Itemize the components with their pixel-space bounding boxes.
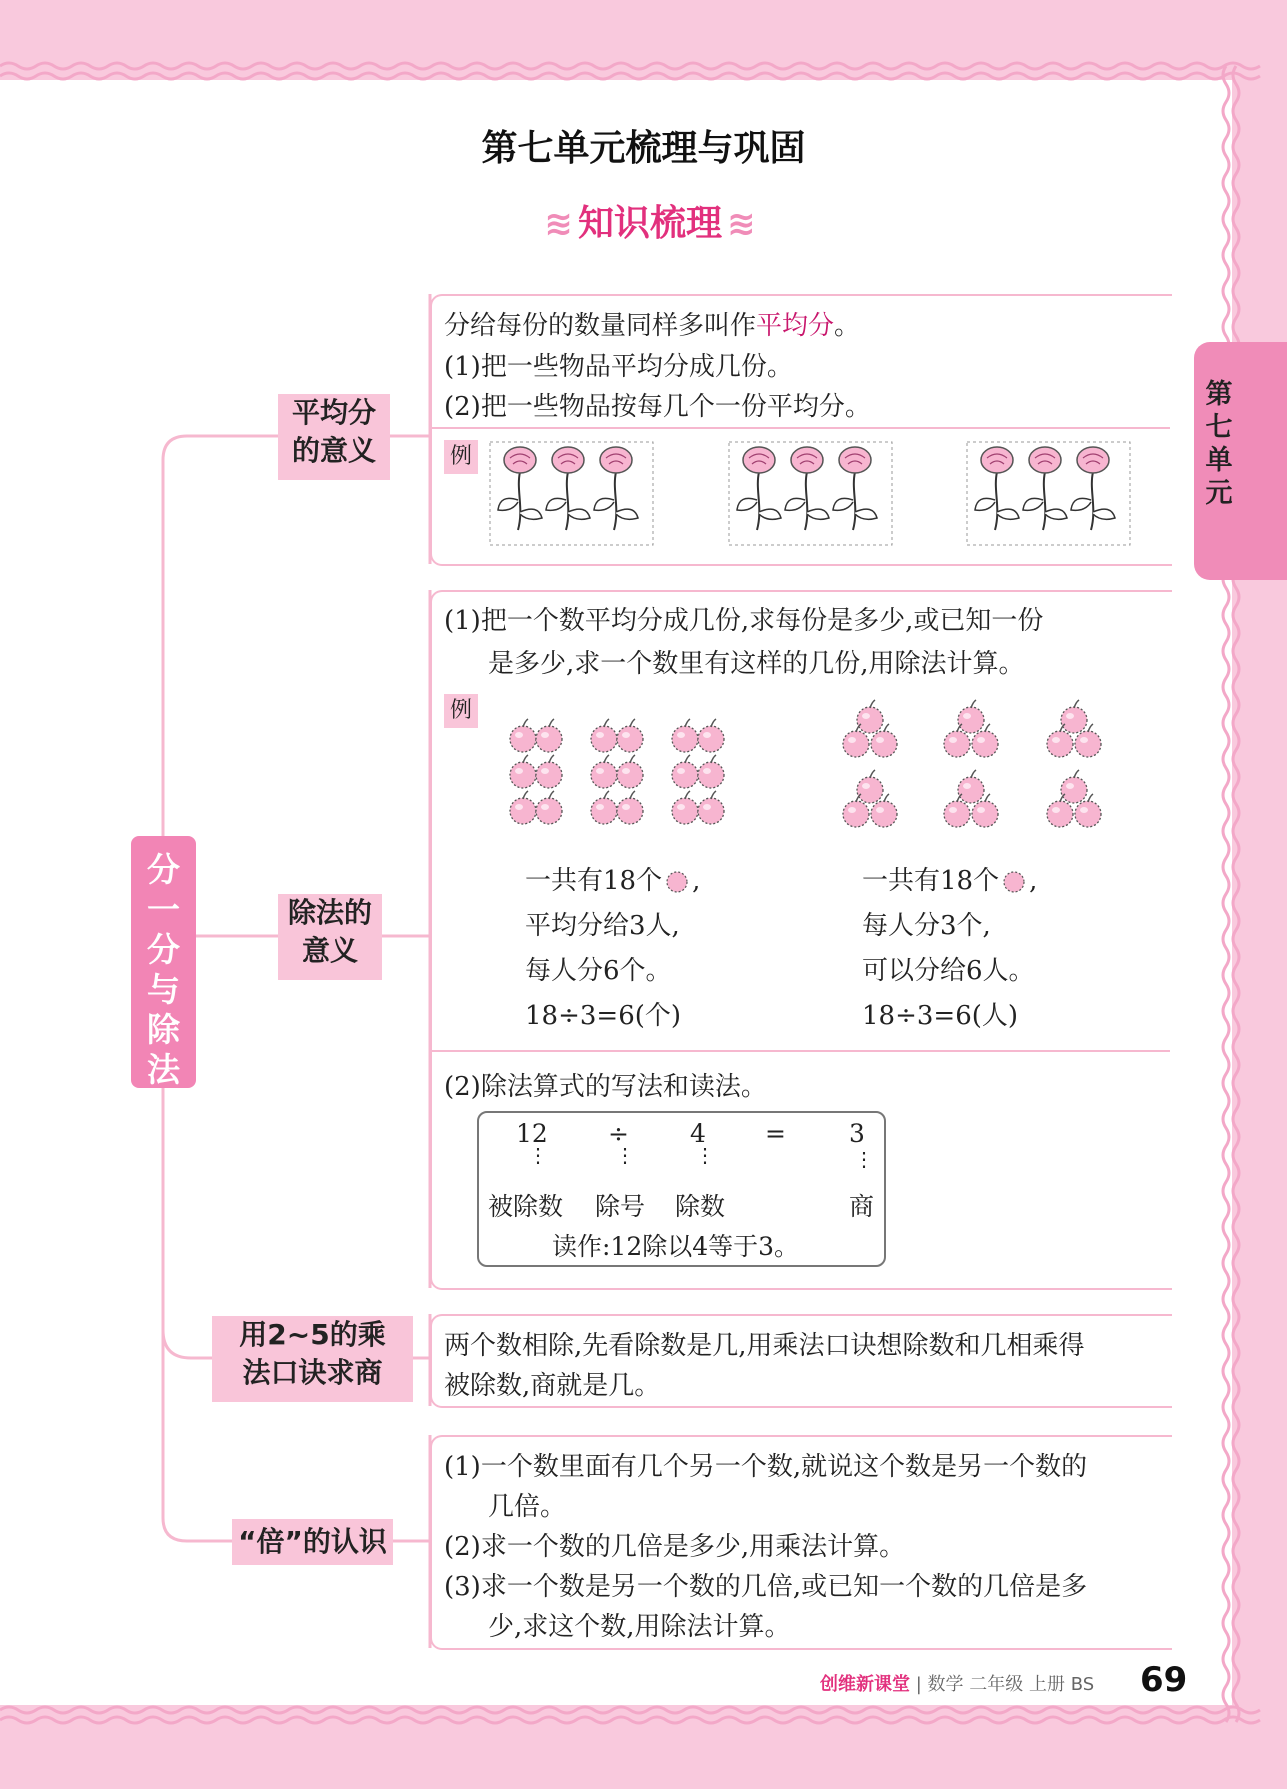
formula-equals: = [765, 1119, 786, 1148]
formula-division-sign: ÷ [608, 1119, 629, 1148]
card3-line2: 被除数,商就是几。 [444, 1371, 661, 1401]
apple-icon [672, 719, 698, 752]
apple-icon [536, 719, 562, 752]
apple-icon [662, 869, 692, 893]
card2-line1: (1)把一个数平均分成几份,求每份是多少,或已知一份 [444, 606, 1044, 636]
card1-line3: (2)把一些物品按每几个一份平均分。 [444, 392, 871, 422]
formula-dividend: 12 [516, 1119, 548, 1148]
card4-line5: 少,求这个数,用除法计算。 [488, 1612, 791, 1642]
division-formula-box [477, 1111, 886, 1267]
example-badge: 例 [444, 440, 478, 474]
left-example-line2: 平均分给3人, [525, 911, 680, 941]
apple-icon [698, 755, 724, 788]
left-example-equation: 18÷3=6(个) [525, 1001, 682, 1031]
branch-label: 除法的 意义 [287, 896, 372, 967]
apple-icon [698, 791, 724, 824]
page-number: 69 [1140, 1660, 1188, 1700]
footer-brand: 创维新课堂 [820, 1674, 910, 1695]
apple-icon [510, 755, 536, 788]
apple-triangle-groups [843, 700, 1101, 827]
card4-line2: 几倍。 [488, 1492, 567, 1522]
apple-icon [672, 755, 698, 788]
footer-volume: 上册 [1029, 1674, 1066, 1695]
formula-quotient-name: 商 [849, 1192, 875, 1221]
footer-info [820, 1670, 1094, 1696]
formula-division-sign-name: 除号 [595, 1192, 646, 1221]
footer-divider: | [915, 1674, 922, 1695]
apple-icon [958, 770, 984, 803]
section-title: 知识梳理 [577, 203, 722, 244]
footer-edition: BS [1070, 1674, 1095, 1695]
dotted-leader: ⋮ [528, 1143, 548, 1167]
apple-icon [617, 791, 643, 824]
dotted-leader: ⋮ [854, 1147, 874, 1171]
apple-icon [591, 791, 617, 824]
formula-divisor-name: 除数 [675, 1192, 726, 1221]
wave-decoration-icon: ≋ [727, 204, 756, 244]
branch-label: “倍”的认识 [238, 1525, 387, 1558]
dotted-leader: ⋮ [695, 1143, 715, 1167]
example-badge: 例 [444, 694, 478, 728]
card2-line2: 是多少,求一个数里有这样的几份,用除法计算。 [488, 649, 1025, 679]
branch-label: 用2~5的乘 法口诀求商 [239, 1318, 386, 1389]
left-example-line1: 一共有18个 , [525, 866, 701, 896]
card3-line1: 两个数相除,先看除数是几,用乘法口诀想除数和几相乘得 [444, 1331, 1085, 1361]
apple-grid-groups [510, 719, 724, 824]
right-example-line2: 每人分3个, [862, 911, 991, 941]
right-example-line1: 一共有18个 , [862, 866, 1038, 896]
apple-icon [1061, 770, 1087, 803]
card2-divider [430, 1050, 1170, 1052]
apple-icon [999, 869, 1029, 893]
formula-reading: 读作:12除以4等于3。 [552, 1232, 800, 1261]
wave-decoration-icon: ≋ [544, 204, 573, 244]
right-example-line3: 可以分给6人。 [862, 956, 1035, 986]
card4-line1: (1)一个数里面有几个另一个数,就说这个数是另一个数的 [444, 1452, 1088, 1482]
card4-line4: (3)求一个数是另一个数的几倍,或已知一个数的几倍是多 [444, 1572, 1088, 1602]
card4-line3: (2)求一个数的几倍是多少,用乘法计算。 [444, 1532, 906, 1562]
apple-icon [617, 719, 643, 752]
footer-grade: 二年级 [969, 1674, 1024, 1695]
branch-label: 平均分 的意义 [291, 396, 376, 467]
right-example-equation: 18÷3=6(人) [862, 1001, 1019, 1031]
apple-icon [536, 755, 562, 788]
apple-icon [857, 700, 883, 733]
apple-icon [1061, 700, 1087, 733]
apple-icon [591, 719, 617, 752]
footer-subject: 数学 [927, 1674, 964, 1695]
card1-line1: 分给每份的数量同样多叫作平均分。 [444, 311, 861, 341]
apple-icon [617, 755, 643, 788]
formula-dividend-name: 被除数 [488, 1192, 564, 1221]
formula-quotient: 3 [849, 1119, 865, 1148]
unit-side-tab-label: 第七单元 [1205, 379, 1233, 509]
left-example-line3: 每人分6个。 [525, 956, 672, 986]
card1-line2: (1)把一些物品平均分成几份。 [444, 352, 793, 382]
dotted-leader: ⋮ [615, 1143, 635, 1167]
apple-icon [591, 755, 617, 788]
apple-icon [536, 791, 562, 824]
apple-icon [698, 719, 724, 752]
apple-icon [510, 719, 536, 752]
card2-line3: (2)除法算式的写法和读法。 [444, 1072, 767, 1102]
apple-icon [857, 770, 883, 803]
apple-icon [672, 791, 698, 824]
apple-icon [958, 700, 984, 733]
page-title: 第七单元梳理与巩固 [481, 128, 806, 169]
root-topic-label: 分 一 分 与 除 法 [147, 850, 180, 1089]
apple-icon [510, 791, 536, 824]
formula-divisor: 4 [690, 1119, 706, 1148]
